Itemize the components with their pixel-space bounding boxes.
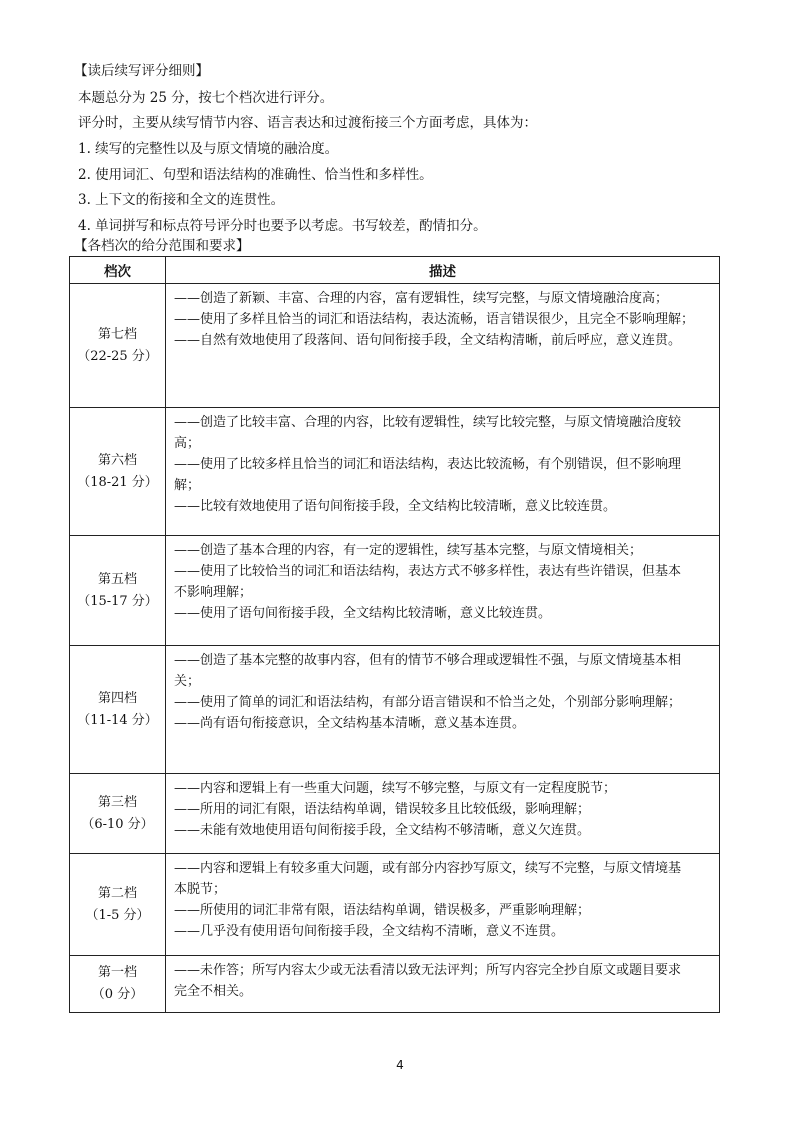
level-name: 第六档 (97, 452, 137, 468)
grading-table (69, 256, 720, 1013)
description-line: 完全不相关。 (174, 984, 253, 999)
description-line: ——比较有效地使用了语句间衔接手段，全文结构比较清晰，意义比较连贯。 (174, 499, 617, 514)
level-cell (70, 408, 166, 536)
description-line: ——创造了基本完整的故事内容，但有的情节不够合理或逻辑性不强，与原文情境基本相 (174, 653, 682, 668)
description-cell (166, 284, 720, 408)
description-cell (166, 956, 720, 1013)
description-line: ——使用了比较恰当的词汇和语法结构，表达方式不够多样性，表达有些许错误，但基本 (174, 564, 682, 579)
description-cell (166, 646, 720, 774)
description-line: ——内容和逻辑上有较多重大问题，或有部分内容抄写原文，续写不完整，与原文情境基 (174, 861, 682, 876)
level-cell (70, 854, 166, 956)
description-line: ——创造了基本合理的内容，有一定的逻辑性，续写基本完整，与原文情境相关； (174, 543, 643, 558)
level-name: 第二档 (97, 885, 137, 901)
level-cell (70, 284, 166, 408)
level-cell (70, 956, 166, 1013)
table-row (70, 536, 720, 646)
table-header-row (70, 257, 720, 284)
description-line: ——未能有效地使用语句间衔接手段，全文结构不够清晰，意义欠连贯。 (174, 823, 591, 838)
table-title: 【各档次的给分范围和要求】 (74, 238, 250, 254)
description-line: ——创造了新颖、丰富、合理的内容，富有逻辑性，续写完整，与原文情境融洽度高； (174, 291, 669, 306)
table-row (70, 854, 720, 956)
description-line: 关； (174, 674, 201, 689)
level-name: 第四档 (97, 690, 137, 706)
description-cell (166, 774, 720, 854)
description-line: ——所使用的词汇非常有限，语法结构单调，错误极多，严重影响理解； (174, 903, 591, 918)
description-cell (166, 408, 720, 536)
description-line: ——创造了比较丰富、合理的内容，比较有逻辑性，续写比较完整，与原文情境融洽度较 (174, 415, 682, 430)
table-row (70, 408, 720, 536)
description-line: ——使用了比较多样且恰当的词汇和语法结构，表达比较流畅，有个别错误，但不影响理 (174, 457, 682, 472)
level-cell (70, 646, 166, 774)
description-line: ——未作答；所写内容太少或无法看清以致无法评判；所写内容完全抄自原文或题目要求 (174, 963, 682, 978)
description-line: ——自然有效地使用了段落间、语句间衔接手段，全文结构清晰，前后呼应，意义连贯。 (174, 333, 682, 348)
criteria-point-2: 2. 使用词汇、句型和语法结构的准确性、恰当性和多样性。 (78, 167, 433, 183)
level-name: 第三档 (97, 794, 137, 810)
criteria-point-3: 3. 上下文的衔接和全文的连贯性。 (78, 192, 285, 208)
level-range: （18-21 分） (77, 474, 158, 490)
description-cell (166, 854, 720, 956)
level-name: 第一档 (97, 965, 137, 980)
description-line: ——所用的词汇有限，语法结构单调，错误较多且比较低级，影响理解； (174, 802, 591, 817)
intro-criteria: 评分时，主要从续写情节内容、语言表达和过渡衔接三个方面考虑，具体为： (78, 115, 537, 131)
table-row (70, 774, 720, 854)
description-line: ——使用了语句间衔接手段，全文结构比较清晰，意义比较连贯。 (174, 606, 552, 621)
intro-total-score: 本题总分为 25 分，按七个档次进行评分。 (78, 90, 334, 106)
section-title: 【读后续写评分细则】 (74, 63, 209, 79)
table-row (70, 284, 720, 408)
level-range: （1-5 分） (85, 907, 150, 923)
description-line: 本脱节； (174, 882, 227, 897)
level-range: （6-10 分） (81, 816, 154, 832)
column-header-description: 描述 (166, 257, 720, 284)
description-cell (166, 536, 720, 646)
description-line: ——尚有语句衔接意识，全文结构基本清晰，意义基本连贯。 (174, 716, 526, 731)
level-name: 第五档 (97, 571, 137, 587)
criteria-point-1: 1. 续写的完整性以及与原文情境的融洽度。 (78, 141, 339, 157)
table-row (70, 956, 720, 1013)
criteria-point-4: 4. 单词拼写和标点符号评分时也要予以考虑。书写较差，酌情扣分。 (78, 218, 487, 234)
level-name: 第七档 (97, 326, 137, 342)
table-row (70, 646, 720, 774)
level-range: （15-17 分） (77, 593, 158, 609)
column-header-level: 档次 (70, 257, 166, 284)
level-range: （22-25 分） (77, 348, 158, 364)
level-range: （0 分） (91, 987, 144, 1002)
level-range: （11-14 分） (77, 712, 158, 728)
level-cell (70, 536, 166, 646)
description-line: ——内容和逻辑上有一些重大问题，续写不够完整，与原文有一定程度脱节； (174, 781, 617, 796)
description-line: 不影响理解； (174, 585, 253, 600)
level-cell (70, 774, 166, 854)
page-number: 4 (396, 1058, 404, 1072)
description-line: ——使用了简单的词汇和语法结构，有部分语言错误和不恰当之处，个别部分影响理解； (174, 695, 682, 710)
description-line: ——几乎没有使用语句间衔接手段，全文结构不清晰，意义不连贯。 (174, 924, 565, 939)
description-line: 解； (174, 478, 201, 493)
description-line: 高； (174, 436, 201, 451)
description-line: ——使用了多样且恰当的词汇和语法结构，表达流畅，语言错误很少，且完全不影响理解； (174, 312, 695, 327)
